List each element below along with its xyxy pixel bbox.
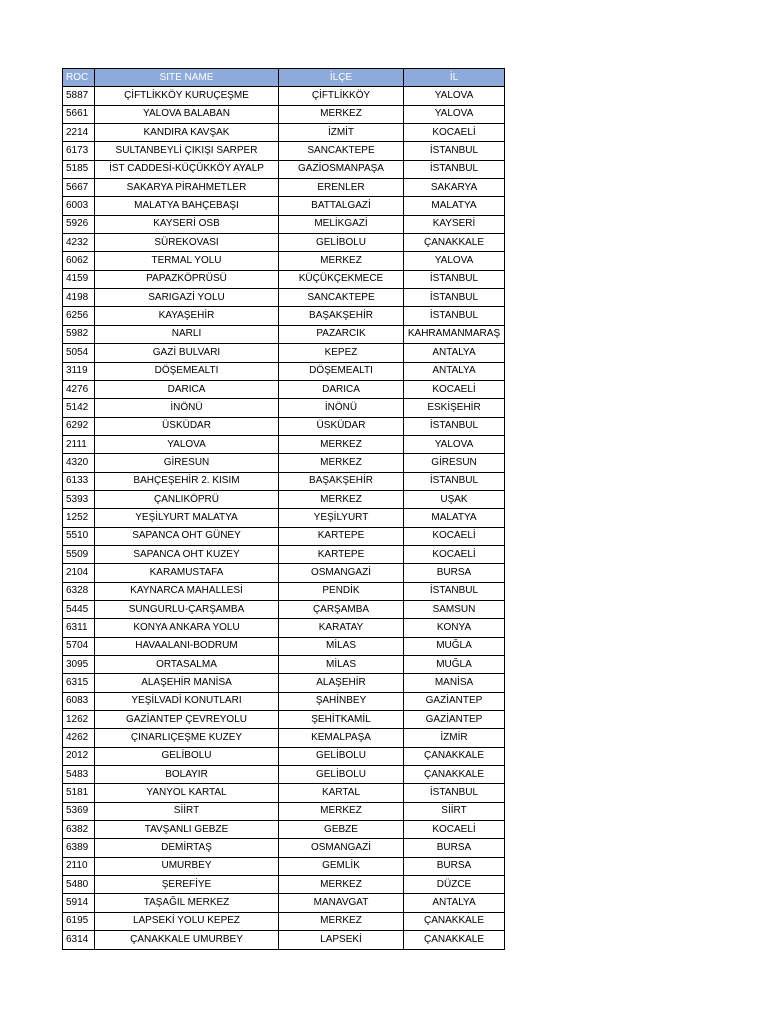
cell-ilce: MANAVGAT: [279, 894, 404, 912]
table-header: [63, 69, 505, 87]
cell-ilce: GAZİOSMANPAŞA: [279, 160, 404, 178]
cell-site-name: ALAŞEHİR MANİSA: [95, 674, 279, 692]
cell-site-name: ÇANLIKÖPRÜ: [95, 490, 279, 508]
cell-ilce: GELİBOLU: [279, 747, 404, 765]
cell-site-name: İST CADDESİ-KÜÇÜKKÖY AYALP: [95, 160, 279, 178]
cell-site-name: ÜSKÜDAR: [95, 417, 279, 435]
cell-site-name: ŞEREFİYE: [95, 876, 279, 894]
cell-site-name: KARAMUSTAFA: [95, 564, 279, 582]
cell-roc: 6389: [63, 839, 95, 857]
table-row: [63, 564, 505, 582]
table-row: [63, 692, 505, 710]
cell-il: YALOVA: [404, 435, 505, 453]
cell-site-name: LAPSEKİ YOLU KEPEZ: [95, 912, 279, 930]
cell-site-name: HAVAALANI-BODRUM: [95, 637, 279, 655]
cell-site-name: DARICA: [95, 380, 279, 398]
cell-ilce: MERKEZ: [279, 454, 404, 472]
cell-roc: 4159: [63, 270, 95, 288]
cell-ilce: BATTALGAZİ: [279, 197, 404, 215]
cell-ilce: DÖŞEMEALTI: [279, 362, 404, 380]
cell-il: ÇANAKKALE: [404, 747, 505, 765]
cell-ilce: MERKEZ: [279, 252, 404, 270]
cell-ilce: MERKEZ: [279, 802, 404, 820]
cell-roc: 2110: [63, 857, 95, 875]
cell-il: DÜZCE: [404, 876, 505, 894]
cell-ilce: KEMALPAŞA: [279, 729, 404, 747]
cell-ilce: İZMİT: [279, 124, 404, 142]
cell-ilce: MİLAS: [279, 637, 404, 655]
table-row: [63, 600, 505, 618]
cell-ilce: MİLAS: [279, 656, 404, 674]
cell-site-name: GİRESUN: [95, 454, 279, 472]
cell-site-name: TAVŞANLI GEBZE: [95, 821, 279, 839]
table-row: [63, 545, 505, 563]
table-row: [63, 124, 505, 142]
header-site-name: SITE NAME: [95, 69, 279, 87]
table-row: [63, 362, 505, 380]
cell-roc: 5369: [63, 802, 95, 820]
cell-il: İSTANBUL: [404, 472, 505, 490]
table-row: [63, 802, 505, 820]
cell-il: KOCAELİ: [404, 821, 505, 839]
cell-site-name: UMURBEY: [95, 857, 279, 875]
table-row: [63, 821, 505, 839]
cell-ilce: GEMLİK: [279, 857, 404, 875]
cell-ilce: ÜSKÜDAR: [279, 417, 404, 435]
cell-il: MANİSA: [404, 674, 505, 692]
cell-ilce: GELİBOLU: [279, 766, 404, 784]
cell-site-name: MALATYA BAHÇEBAŞI: [95, 197, 279, 215]
cell-roc: 1262: [63, 711, 95, 729]
cell-il: MALATYA: [404, 509, 505, 527]
cell-site-name: YEŞİLVADİ KONUTLARI: [95, 692, 279, 710]
cell-ilce: KARATAY: [279, 619, 404, 637]
cell-ilce: GEBZE: [279, 821, 404, 839]
table-row: [63, 619, 505, 637]
cell-site-name: BAHÇEŞEHİR 2. KISIM: [95, 472, 279, 490]
table-row: [63, 490, 505, 508]
cell-site-name: ORTASALMA: [95, 656, 279, 674]
cell-site-name: GAZİ BULVARI: [95, 344, 279, 362]
cell-il: KAHRAMANMARAŞ: [404, 325, 505, 343]
cell-il: KOCAELİ: [404, 545, 505, 563]
cell-il: İSTANBUL: [404, 784, 505, 802]
table-row: [63, 876, 505, 894]
cell-il: ANTALYA: [404, 362, 505, 380]
cell-ilce: BAŞAKŞEHİR: [279, 307, 404, 325]
cell-site-name: YANYOL KARTAL: [95, 784, 279, 802]
cell-roc: 3119: [63, 362, 95, 380]
table-row: [63, 857, 505, 875]
table-row: [63, 142, 505, 160]
cell-ilce: ALAŞEHİR: [279, 674, 404, 692]
cell-roc: 6311: [63, 619, 95, 637]
cell-roc: 4198: [63, 289, 95, 307]
cell-roc: 5445: [63, 600, 95, 618]
cell-roc: 6314: [63, 931, 95, 949]
cell-roc: 5982: [63, 325, 95, 343]
cell-roc: 4276: [63, 380, 95, 398]
cell-site-name: SAPANCA OHT KUZEY: [95, 545, 279, 563]
cell-ilce: GELİBOLU: [279, 234, 404, 252]
cell-site-name: YALOVA BALABAN: [95, 105, 279, 123]
cell-ilce: ŞAHİNBEY: [279, 692, 404, 710]
cell-il: İSTANBUL: [404, 417, 505, 435]
cell-roc: 1252: [63, 509, 95, 527]
cell-il: İZMİR: [404, 729, 505, 747]
cell-roc: 5480: [63, 876, 95, 894]
cell-il: İSTANBUL: [404, 142, 505, 160]
table-row: [63, 160, 505, 178]
cell-il: ANTALYA: [404, 344, 505, 362]
cell-ilce: PAZARCIK: [279, 325, 404, 343]
cell-ilce: DARICA: [279, 380, 404, 398]
cell-ilce: SANCAKTEPE: [279, 142, 404, 160]
table-row: [63, 435, 505, 453]
cell-il: KOCAELİ: [404, 527, 505, 545]
cell-il: BURSA: [404, 857, 505, 875]
cell-ilce: PENDİK: [279, 582, 404, 600]
table-row: [63, 87, 505, 105]
cell-site-name: KAYSERİ OSB: [95, 215, 279, 233]
cell-site-name: SAPANCA OHT GÜNEY: [95, 527, 279, 545]
table-row: [63, 289, 505, 307]
cell-il: YALOVA: [404, 87, 505, 105]
cell-roc: 6003: [63, 197, 95, 215]
cell-site-name: YEŞİLYURT MALATYA: [95, 509, 279, 527]
table-row: [63, 454, 505, 472]
cell-il: KOCAELİ: [404, 124, 505, 142]
cell-il: MUĞLA: [404, 656, 505, 674]
cell-il: KOCAELİ: [404, 380, 505, 398]
cell-roc: 5483: [63, 766, 95, 784]
table-row: [63, 325, 505, 343]
cell-ilce: MERKEZ: [279, 105, 404, 123]
cell-site-name: SİİRT: [95, 802, 279, 820]
table-row: [63, 729, 505, 747]
cell-site-name: GAZİANTEP ÇEVREYOLU: [95, 711, 279, 729]
cell-ilce: MERKEZ: [279, 490, 404, 508]
cell-il: İSTANBUL: [404, 582, 505, 600]
table-row: [63, 656, 505, 674]
cell-site-name: ÇINARLIÇEŞME KUZEY: [95, 729, 279, 747]
cell-roc: 6315: [63, 674, 95, 692]
cell-roc: 5054: [63, 344, 95, 362]
table-row: [63, 894, 505, 912]
cell-ilce: İNÖNÜ: [279, 399, 404, 417]
cell-roc: 5185: [63, 160, 95, 178]
cell-il: İSTANBUL: [404, 270, 505, 288]
header-row: [63, 69, 505, 87]
cell-ilce: KARTEPE: [279, 527, 404, 545]
cell-site-name: ÇİFTLİKKÖY KURUÇEŞME: [95, 87, 279, 105]
cell-il: GAZİANTEP: [404, 711, 505, 729]
cell-roc: 6256: [63, 307, 95, 325]
table-row: [63, 931, 505, 949]
cell-roc: 5887: [63, 87, 95, 105]
cell-il: BURSA: [404, 839, 505, 857]
cell-site-name: KANDIRA KAVŞAK: [95, 124, 279, 142]
site-list-table: [62, 68, 505, 950]
cell-roc: 2012: [63, 747, 95, 765]
cell-il: KONYA: [404, 619, 505, 637]
cell-site-name: DEMİRTAŞ: [95, 839, 279, 857]
cell-site-name: KONYA ANKARA YOLU: [95, 619, 279, 637]
cell-site-name: GELİBOLU: [95, 747, 279, 765]
cell-il: SAMSUN: [404, 600, 505, 618]
cell-il: SAKARYA: [404, 179, 505, 197]
cell-il: İSTANBUL: [404, 307, 505, 325]
cell-il: BURSA: [404, 564, 505, 582]
table-row: [63, 105, 505, 123]
cell-il: ÇANAKKALE: [404, 766, 505, 784]
cell-ilce: MERKEZ: [279, 912, 404, 930]
cell-ilce: SANCAKTEPE: [279, 289, 404, 307]
table-row: [63, 527, 505, 545]
table-row: [63, 234, 505, 252]
cell-ilce: MERKEZ: [279, 435, 404, 453]
cell-ilce: MERKEZ: [279, 876, 404, 894]
cell-il: KAYSERİ: [404, 215, 505, 233]
cell-il: SİİRT: [404, 802, 505, 820]
table-row: [63, 215, 505, 233]
cell-site-name: KAYNARCA MAHALLESİ: [95, 582, 279, 600]
cell-roc: 6083: [63, 692, 95, 710]
table-row: [63, 380, 505, 398]
cell-roc: 5704: [63, 637, 95, 655]
cell-il: YALOVA: [404, 105, 505, 123]
cell-roc: 5181: [63, 784, 95, 802]
header-roc: ROC: [63, 69, 95, 87]
cell-roc: 6382: [63, 821, 95, 839]
cell-site-name: TERMAL YOLU: [95, 252, 279, 270]
cell-roc: 2214: [63, 124, 95, 142]
cell-ilce: ERENLER: [279, 179, 404, 197]
cell-il: İSTANBUL: [404, 289, 505, 307]
cell-roc: 5510: [63, 527, 95, 545]
cell-roc: 5142: [63, 399, 95, 417]
cell-roc: 6173: [63, 142, 95, 160]
cell-site-name: TAŞAĞIL MERKEZ: [95, 894, 279, 912]
header-ilce: İLÇE: [279, 69, 404, 87]
table-row: [63, 784, 505, 802]
cell-il: ANTALYA: [404, 894, 505, 912]
cell-site-name: SULTANBEYLİ ÇIKIŞI SARPER: [95, 142, 279, 160]
cell-site-name: DÖŞEMEALTI: [95, 362, 279, 380]
table-body: [63, 87, 505, 949]
cell-site-name: YALOVA: [95, 435, 279, 453]
cell-ilce: OSMANGAZİ: [279, 564, 404, 582]
cell-roc: 5926: [63, 215, 95, 233]
cell-ilce: ÇARŞAMBA: [279, 600, 404, 618]
cell-roc: 5661: [63, 105, 95, 123]
cell-il: GAZİANTEP: [404, 692, 505, 710]
cell-roc: 5509: [63, 545, 95, 563]
table-row: [63, 674, 505, 692]
table-row: [63, 197, 505, 215]
cell-site-name: İNÖNÜ: [95, 399, 279, 417]
table-row: [63, 307, 505, 325]
table-row: [63, 252, 505, 270]
cell-site-name: SÜREKOVASI: [95, 234, 279, 252]
cell-site-name: ÇANAKKALE UMURBEY: [95, 931, 279, 949]
table-row: [63, 711, 505, 729]
table-row: [63, 270, 505, 288]
table-row: [63, 417, 505, 435]
table-row: [63, 179, 505, 197]
cell-roc: 4320: [63, 454, 95, 472]
table-row: [63, 399, 505, 417]
table-row: [63, 344, 505, 362]
cell-ilce: ÇİFTLİKKÖY: [279, 87, 404, 105]
table-row: [63, 582, 505, 600]
cell-roc: 5667: [63, 179, 95, 197]
table-row: [63, 472, 505, 490]
cell-il: UŞAK: [404, 490, 505, 508]
cell-ilce: OSMANGAZİ: [279, 839, 404, 857]
cell-roc: 6328: [63, 582, 95, 600]
cell-roc: 5914: [63, 894, 95, 912]
cell-roc: 6062: [63, 252, 95, 270]
header-il: İL: [404, 69, 505, 87]
cell-il: ÇANAKKALE: [404, 912, 505, 930]
cell-roc: 6133: [63, 472, 95, 490]
cell-ilce: BAŞAKŞEHİR: [279, 472, 404, 490]
cell-site-name: SARIGAZİ YOLU: [95, 289, 279, 307]
table-row: [63, 509, 505, 527]
cell-roc: 4232: [63, 234, 95, 252]
cell-site-name: PAPAZKÖPRÜSÜ: [95, 270, 279, 288]
cell-il: ÇANAKKALE: [404, 234, 505, 252]
cell-il: MUĞLA: [404, 637, 505, 655]
cell-roc: 5393: [63, 490, 95, 508]
table-row: [63, 839, 505, 857]
cell-roc: 6292: [63, 417, 95, 435]
cell-il: ÇANAKKALE: [404, 931, 505, 949]
cell-il: GİRESUN: [404, 454, 505, 472]
cell-roc: 6195: [63, 912, 95, 930]
cell-ilce: MELİKGAZİ: [279, 215, 404, 233]
cell-roc: 2111: [63, 435, 95, 453]
cell-il: İSTANBUL: [404, 160, 505, 178]
cell-il: ESKİŞEHİR: [404, 399, 505, 417]
cell-ilce: KEPEZ: [279, 344, 404, 362]
cell-ilce: YEŞİLYURT: [279, 509, 404, 527]
cell-site-name: NARLI: [95, 325, 279, 343]
cell-ilce: KARTAL: [279, 784, 404, 802]
cell-roc: 2104: [63, 564, 95, 582]
cell-roc: 3095: [63, 656, 95, 674]
cell-site-name: BOLAYIR: [95, 766, 279, 784]
cell-site-name: KAYAŞEHİR: [95, 307, 279, 325]
cell-site-name: SUNGURLU-ÇARŞAMBA: [95, 600, 279, 618]
cell-ilce: KÜÇÜKÇEKMECE: [279, 270, 404, 288]
cell-site-name: SAKARYA PİRAHMETLER: [95, 179, 279, 197]
table-row: [63, 912, 505, 930]
cell-ilce: LAPSEKİ: [279, 931, 404, 949]
cell-ilce: ŞEHİTKAMİL: [279, 711, 404, 729]
cell-roc: 4262: [63, 729, 95, 747]
cell-ilce: KARTEPE: [279, 545, 404, 563]
table-row: [63, 747, 505, 765]
cell-il: MALATYA: [404, 197, 505, 215]
cell-il: YALOVA: [404, 252, 505, 270]
table-row: [63, 766, 505, 784]
table-row: [63, 637, 505, 655]
